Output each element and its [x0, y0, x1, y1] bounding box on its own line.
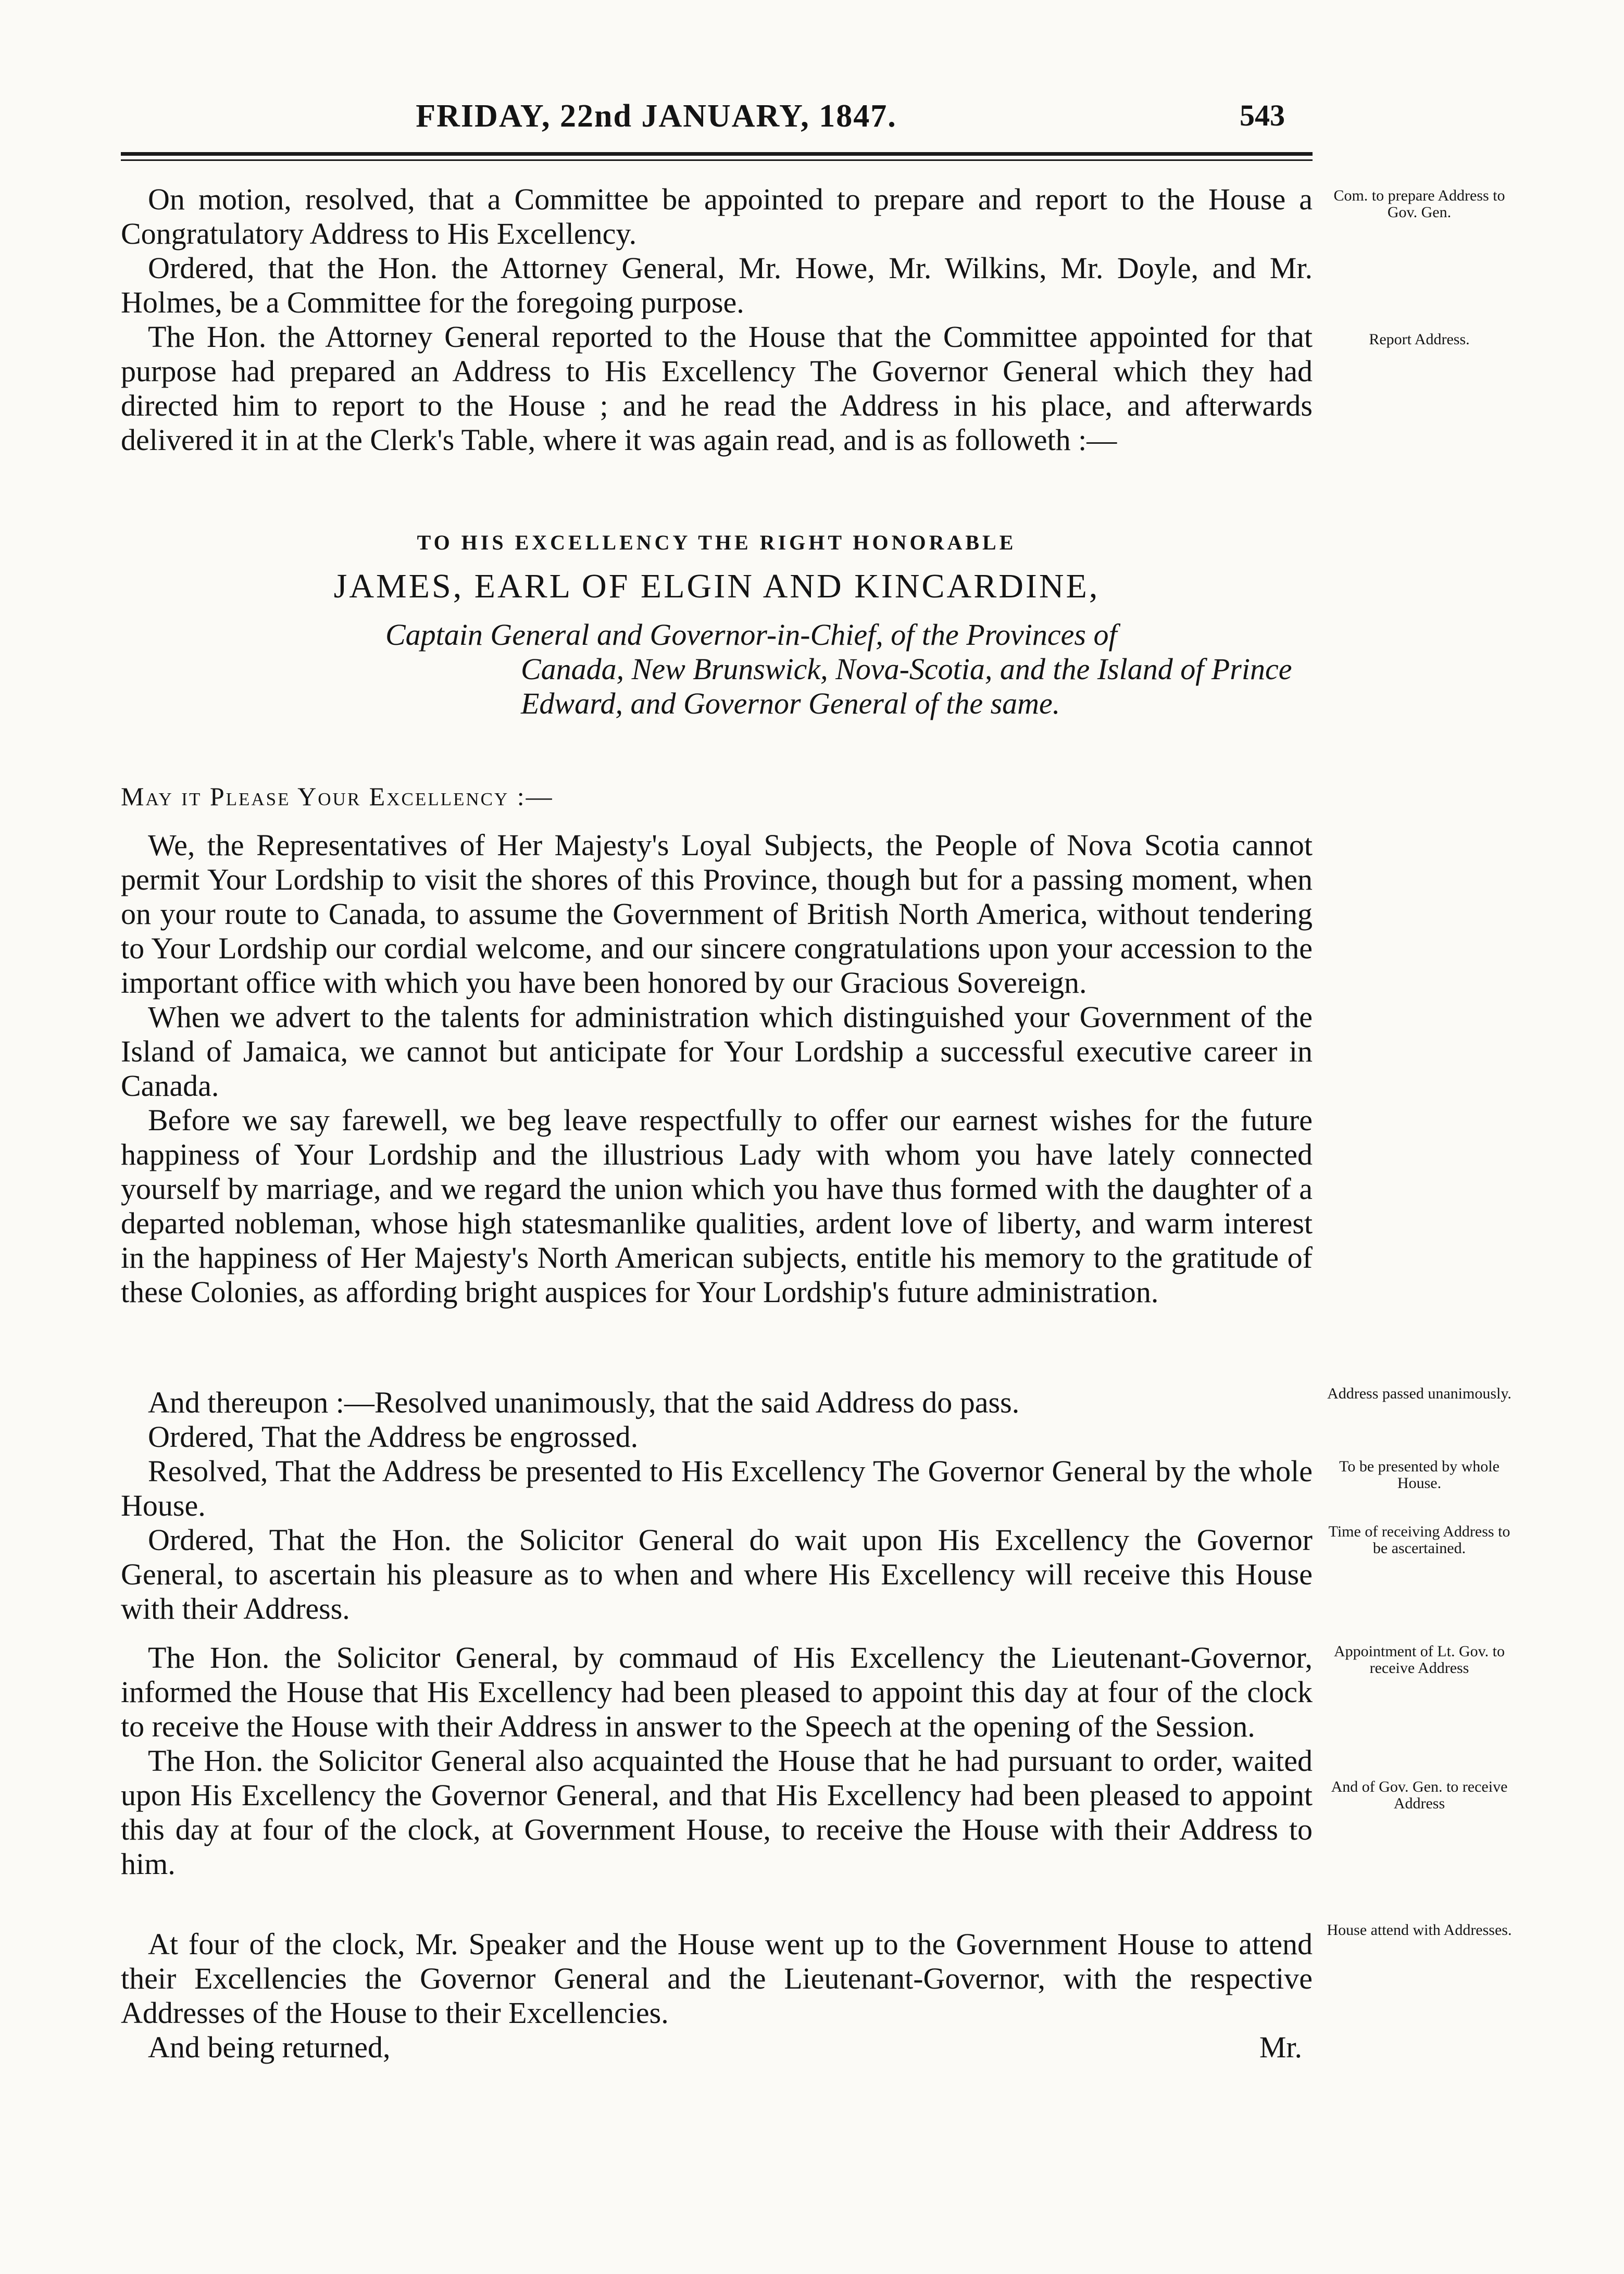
- address-titles-rest: Canada, New Brunswick, Nova-Scotia, and the Island of Prince Edward, and Governor General of the same.: [521, 652, 1292, 720]
- margin-note: House attend with Addresses.: [1327, 1921, 1512, 1939]
- paragraph: Ordered, that the Hon. the Attorney General, Mr. Howe, Mr. Wilkins, Mr. Doyle, and Mr. Holmes, be a Committee for the foregoing purpose.: [121, 251, 1313, 319]
- paragraph: Ordered, That the Address be engrossed.: [148, 1420, 639, 1454]
- solicitor-block: [121, 1641, 1313, 1881]
- opening-block: [121, 182, 1313, 457]
- paragraph: The Hon. the Solicitor General also acquainted the House that he had pursuant to order, waited upon His Excellency the Governor General, and that His Excellency had been pleased to appoint this day at four of the clock, at Government House, to receive the House with their Address to him.: [121, 1744, 1313, 1881]
- paragraph: The Hon. the Attorney General reported to the House that the Committee appointed for that purpose had prepared an Address to His Excellency The Governor General which they had directed him to report to the House ; and he read the Address in his place, and afterwards delivered it in at the Clerk's Table, where it was again read, and is as followeth :—: [121, 320, 1313, 457]
- closing-block: [121, 1927, 1313, 2065]
- page-number: 543: [1240, 98, 1285, 132]
- header-rule-thick: [121, 152, 1313, 156]
- margin-note: Address passed unanimously.: [1327, 1385, 1511, 1402]
- header-rule-thin: [121, 159, 1313, 161]
- margin-note: Report Address.: [1369, 331, 1470, 348]
- paragraph: When we advert to the talents for administration which distinguished your Government of the Island of Jamaica, we cannot but anticipate for Your Lordship a successful executive career in Canada.: [121, 1000, 1313, 1103]
- paragraph: At four of the clock, Mr. Speaker and the House went up to the Government House to attend their Excellencies the Governor General and the Lieutenant-Governor, with the respective Addresses of the House to their Excellencies.: [121, 1927, 1313, 2030]
- margin-note: Time of receiving Address to be ascertained.: [1328, 1523, 1510, 1557]
- paragraph: The Hon. the Solicitor General, by commaud of His Excellency the Lieutenant-Governor, informed the House that His Excellency had been pleased to appoint this day at four of the clock to receive the House with their Address in answer to the Speech at the opening of the Session.: [121, 1641, 1313, 1743]
- address-salutation: May it Please Your Excellency :—: [121, 782, 554, 811]
- margin-note: Com. to prepare Address to Gov. Gen.: [1333, 187, 1505, 221]
- paragraph: On motion, resolved, that a Committee be appointed to prepare and report to the House a Congratulatory Address to His Excellency.: [121, 182, 1313, 251]
- address-titles: [385, 618, 1313, 721]
- paragraph: Ordered, That the Hon. the Solicitor General do wait upon His Excellency the Governor General, to ascertain his pleasure as to when and where His Excellency will receive this House with their Address.: [121, 1523, 1313, 1626]
- address-to-line: TO HIS EXCELLENCY THE RIGHT HONORABLE: [417, 531, 1017, 554]
- margin-note: And of Gov. Gen. to receive Address: [1331, 1778, 1508, 1812]
- margin-note: Appointment of Lt. Gov. to receive Address: [1333, 1643, 1505, 1677]
- address-titles-first: Captain General and Governor-in-Chief, of the Provinces of: [385, 618, 1117, 652]
- paragraph: We, the Representatives of Her Majesty's Loyal Subjects, the People of Nova Scotia cannot permit Your Lordship to visit the shores of this Province, though but for a passing moment, when on your route to Canada, to assume the Government of British North America, without tendering to Your Lordship our cordial welcome, and our sincere congratulations upon your accession to the important office with which you have been honored by our Gracious Sovereign.: [121, 828, 1313, 999]
- closing-line: And being returned,: [148, 2030, 391, 2064]
- paragraph: [121, 2030, 1313, 2065]
- paragraph: Resolved, That the Address be presented to His Excellency The Governor General by the whole House.: [121, 1454, 1313, 1522]
- paragraph: Before we say farewell, we beg leave respectfully to offer our earnest wishes for the future happiness of Your Lordship and the illustrious Lady with whom you have lately connected yourself by marriage, and we regard the union which you have thus formed with the daughter of a departed nobleman, whose high statesmanlike qualities, ardent love of liberty, and warm interest in the happiness of Her Majesty's North American subjects, entitle his memory to the gratitude of these Colonies, as affording bright auspices for Your Lordship's future administration.: [121, 1103, 1313, 1309]
- resolutions-block: [121, 1385, 1313, 1626]
- paragraph: And thereupon :—Resolved unanimously, that the said Address do pass.: [148, 1385, 1020, 1419]
- catchword: Mr.: [1259, 2030, 1302, 2064]
- page-header: FRIDAY, 22nd JANUARY, 1847.: [416, 98, 897, 134]
- address-recipient-name: JAMES, EARL OF ELGIN AND KINCARDINE,: [333, 567, 1100, 605]
- margin-note: To be presented by whole House.: [1339, 1458, 1500, 1492]
- address-body: [121, 828, 1313, 1309]
